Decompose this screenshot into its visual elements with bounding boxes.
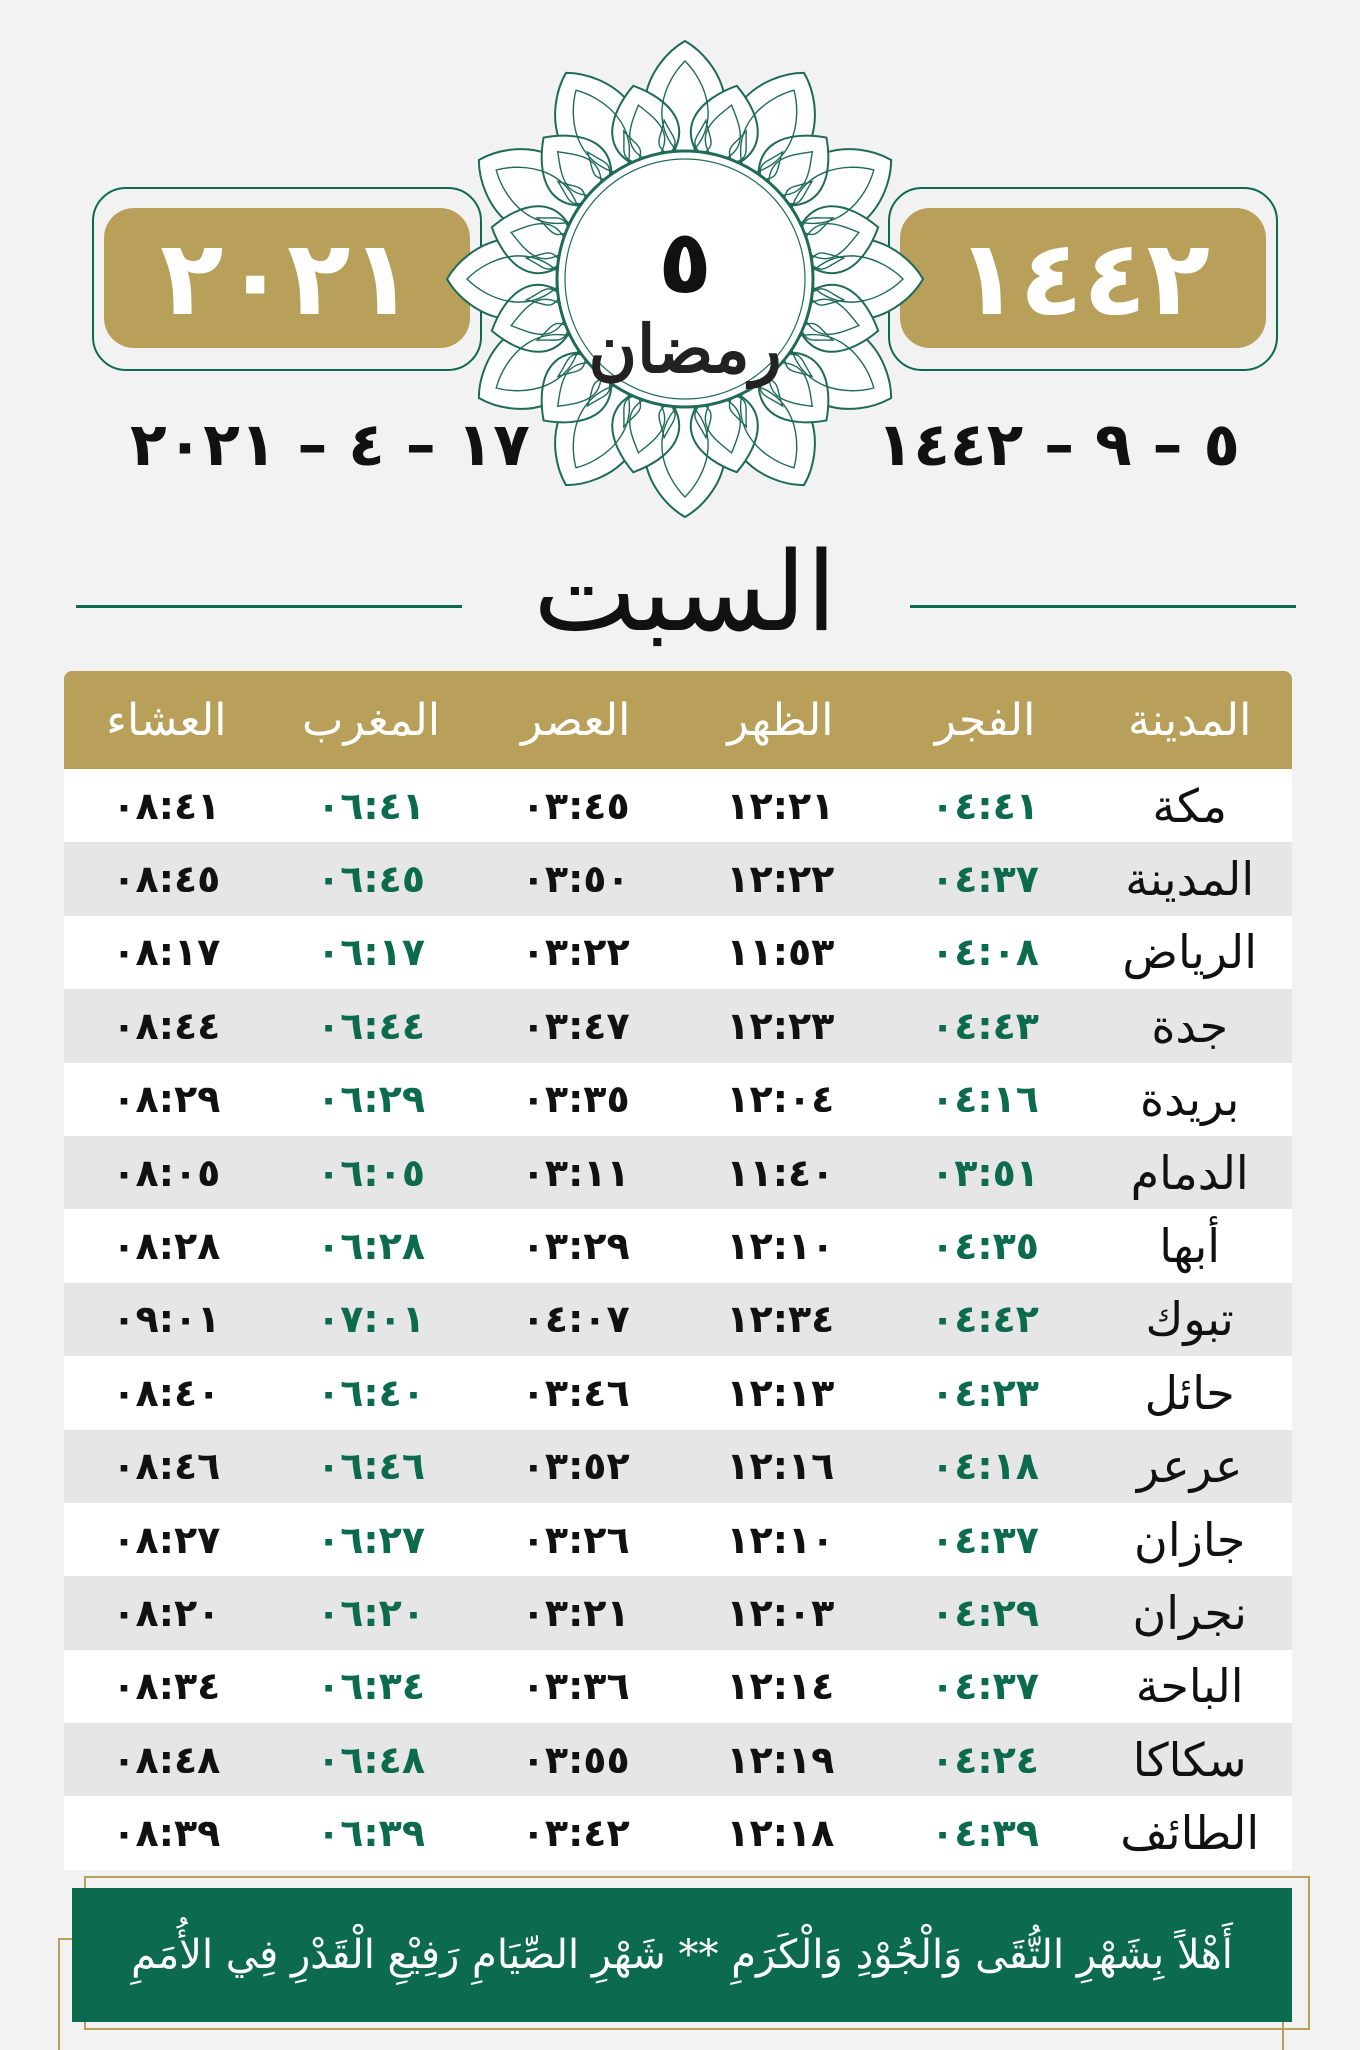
- cell-maghrib: ٠٦:٢٩: [269, 1063, 474, 1136]
- cell-isha: ٠٨:٤٠: [64, 1356, 269, 1429]
- column-header-asr: العصر: [473, 671, 678, 769]
- cell-dhuhr: ١٢:١٠: [678, 1209, 883, 1282]
- table-row: [64, 769, 1292, 842]
- cell-asr: ٠٣:٤٥: [473, 769, 678, 842]
- cell-fajr: ٠٣:٥١: [883, 1136, 1088, 1209]
- column-header-maghrib: المغرب: [269, 671, 474, 769]
- divider-right: [910, 605, 1296, 608]
- gregorian-year: ٢٠٢١: [160, 217, 414, 339]
- cell-fajr: ٠٤:٤٣: [883, 989, 1088, 1062]
- cell-dhuhr: ١٢:١٠: [678, 1503, 883, 1576]
- cell-dhuhr: ١٢:٢٣: [678, 989, 883, 1062]
- cell-isha: ٠٨:٣٤: [64, 1650, 269, 1723]
- cell-maghrib: ٠٦:١٧: [269, 916, 474, 989]
- prayer-times-table: [64, 671, 1292, 1870]
- cell-fajr: ٠٤:٢٩: [883, 1576, 1088, 1649]
- table-row: [64, 1796, 1292, 1869]
- cell-fajr: ٠٤:٣٧: [883, 1503, 1088, 1576]
- cell-dhuhr: ١٢:١٦: [678, 1430, 883, 1503]
- hijri-year-banner: [900, 208, 1266, 348]
- weekday-title: السبت: [533, 528, 837, 656]
- cell-maghrib: ٠٦:٣٩: [269, 1796, 474, 1869]
- cell-city: أبها: [1087, 1209, 1292, 1282]
- cell-city: جازان: [1087, 1503, 1292, 1576]
- cell-asr: ٠٣:٢٢: [473, 916, 678, 989]
- cell-asr: ٠٣:٢١: [473, 1576, 678, 1649]
- table-row: [64, 1650, 1292, 1723]
- cell-asr: ٠٣:٤٦: [473, 1356, 678, 1429]
- table-row: [64, 916, 1292, 989]
- cell-dhuhr: ١٢:٠٤: [678, 1063, 883, 1136]
- cell-isha: ٠٨:٠٥: [64, 1136, 269, 1209]
- cell-maghrib: ٠٦:٤٤: [269, 989, 474, 1062]
- column-header-dhuhr: الظهر: [678, 671, 883, 769]
- cell-dhuhr: ١٢:١٨: [678, 1796, 883, 1869]
- table-row: [64, 842, 1292, 915]
- cell-dhuhr: ١٢:٣٤: [678, 1283, 883, 1356]
- cell-city: حائل: [1087, 1356, 1292, 1429]
- table-row: [64, 1063, 1292, 1136]
- cell-dhuhr: ١٢:٢٢: [678, 842, 883, 915]
- cell-dhuhr: ١١:٥٣: [678, 916, 883, 989]
- ornament-medallion: [440, 34, 930, 524]
- cell-fajr: ٠٤:٣٧: [883, 842, 1088, 915]
- cell-asr: ٠٣:٢٩: [473, 1209, 678, 1282]
- cell-fajr: ٠٤:٢٣: [883, 1356, 1088, 1429]
- cell-city: تبوك: [1087, 1283, 1292, 1356]
- cell-asr: ٠٣:٥٠: [473, 842, 678, 915]
- cell-fajr: ٠٤:٠٨: [883, 916, 1088, 989]
- cell-maghrib: ٠٦:٤٨: [269, 1723, 474, 1796]
- cell-isha: ٠٨:٢٩: [64, 1063, 269, 1136]
- cell-dhuhr: ١٢:٠٣: [678, 1576, 883, 1649]
- cell-maghrib: ٠٦:٢٠: [269, 1576, 474, 1649]
- cell-asr: ٠٤:٠٧: [473, 1283, 678, 1356]
- footer-verse-banner: [72, 1888, 1292, 2022]
- cell-asr: ٠٣:٢٦: [473, 1503, 678, 1576]
- table-row: [64, 1209, 1292, 1282]
- column-header-fajr: الفجر: [883, 671, 1088, 769]
- gregorian-year-banner: [104, 208, 470, 348]
- table-row: [64, 1503, 1292, 1576]
- footer-verse: أَهْلاً بِشَهْرِ التُّقَى وَالْجُوْدِ وَالْكَرَمِ ** شَهْرِ الصِّيَامِ رَفِيْعِ الْقَدْرِ فِي الأُمَمِ: [131, 1932, 1233, 1978]
- cell-fajr: ٠٤:١٨: [883, 1430, 1088, 1503]
- cell-fajr: ٠٤:١٦: [883, 1063, 1088, 1136]
- cell-asr: ٠٣:٥٢: [473, 1430, 678, 1503]
- cell-city: بريدة: [1087, 1063, 1292, 1136]
- cell-city: الطائف: [1087, 1796, 1292, 1869]
- table-header-row: [64, 671, 1292, 769]
- cell-isha: ٠٨:٤٨: [64, 1723, 269, 1796]
- hijri-year: ١٤٤٢: [956, 217, 1210, 339]
- cell-dhuhr: ١٢:١٤: [678, 1650, 883, 1723]
- table-row: [64, 1283, 1292, 1356]
- gregorian-date: ١٧ – ٤ – ٢٠٢١: [130, 410, 530, 480]
- cell-dhuhr: ١٢:١٩: [678, 1723, 883, 1796]
- cell-city: جدة: [1087, 989, 1292, 1062]
- cell-maghrib: ٠٦:٤٠: [269, 1356, 474, 1429]
- column-header-isha: العشاء: [64, 671, 269, 769]
- cell-maghrib: ٠٦:٤٦: [269, 1430, 474, 1503]
- cell-city: المدينة: [1087, 842, 1292, 915]
- day-number: ٥: [658, 210, 712, 313]
- cell-isha: ٠٨:٢٧: [64, 1503, 269, 1576]
- cell-city: نجران: [1087, 1576, 1292, 1649]
- cell-isha: ٠٨:٢٨: [64, 1209, 269, 1282]
- cell-city: الدمام: [1087, 1136, 1292, 1209]
- cell-asr: ٠٣:٤٢: [473, 1796, 678, 1869]
- cell-isha: ٠٩:٠١: [64, 1283, 269, 1356]
- cell-dhuhr: ١٢:٢١: [678, 769, 883, 842]
- cell-maghrib: ٠٦:٤٥: [269, 842, 474, 915]
- cell-isha: ٠٨:١٧: [64, 916, 269, 989]
- cell-maghrib: ٠٦:٤١: [269, 769, 474, 842]
- hijri-date: ٥ – ٩ – ١٤٤٢: [876, 410, 1240, 480]
- cell-isha: ٠٨:٤٦: [64, 1430, 269, 1503]
- cell-asr: ٠٣:٣٦: [473, 1650, 678, 1723]
- cell-dhuhr: ١١:٤٠: [678, 1136, 883, 1209]
- cell-asr: ٠٣:٣٥: [473, 1063, 678, 1136]
- cell-city: سكاكا: [1087, 1723, 1292, 1796]
- month-name: رمضان: [588, 310, 782, 388]
- cell-maghrib: ٠٦:٣٤: [269, 1650, 474, 1723]
- cell-fajr: ٠٤:٣٩: [883, 1796, 1088, 1869]
- cell-city: عرعر: [1087, 1430, 1292, 1503]
- table-row: [64, 1356, 1292, 1429]
- cell-maghrib: ٠٧:٠١: [269, 1283, 474, 1356]
- cell-isha: ٠٨:٢٠: [64, 1576, 269, 1649]
- cell-isha: ٠٨:٤١: [64, 769, 269, 842]
- cell-fajr: ٠٤:٢٤: [883, 1723, 1088, 1796]
- table-row: [64, 989, 1292, 1062]
- cell-maghrib: ٠٦:٢٨: [269, 1209, 474, 1282]
- table-row: [64, 1576, 1292, 1649]
- cell-fajr: ٠٤:٣٧: [883, 1650, 1088, 1723]
- table-row: [64, 1430, 1292, 1503]
- cell-fajr: ٠٤:٣٥: [883, 1209, 1088, 1282]
- cell-city: الرياض: [1087, 916, 1292, 989]
- cell-maghrib: ٠٦:٢٧: [269, 1503, 474, 1576]
- cell-maghrib: ٠٦:٠٥: [269, 1136, 474, 1209]
- cell-dhuhr: ١٢:١٣: [678, 1356, 883, 1429]
- cell-isha: ٠٨:٣٩: [64, 1796, 269, 1869]
- table-row: [64, 1136, 1292, 1209]
- column-header-city: المدينة: [1087, 671, 1292, 769]
- table-row: [64, 1723, 1292, 1796]
- cell-asr: ٠٣:٥٥: [473, 1723, 678, 1796]
- cell-fajr: ٠٤:٤٢: [883, 1283, 1088, 1356]
- cell-city: الباحة: [1087, 1650, 1292, 1723]
- cell-isha: ٠٨:٤٥: [64, 842, 269, 915]
- divider-left: [76, 605, 462, 608]
- cell-asr: ٠٣:٤٧: [473, 989, 678, 1062]
- cell-city: مكة: [1087, 769, 1292, 842]
- cell-fajr: ٠٤:٤١: [883, 769, 1088, 842]
- cell-isha: ٠٨:٤٤: [64, 989, 269, 1062]
- cell-asr: ٠٣:١١: [473, 1136, 678, 1209]
